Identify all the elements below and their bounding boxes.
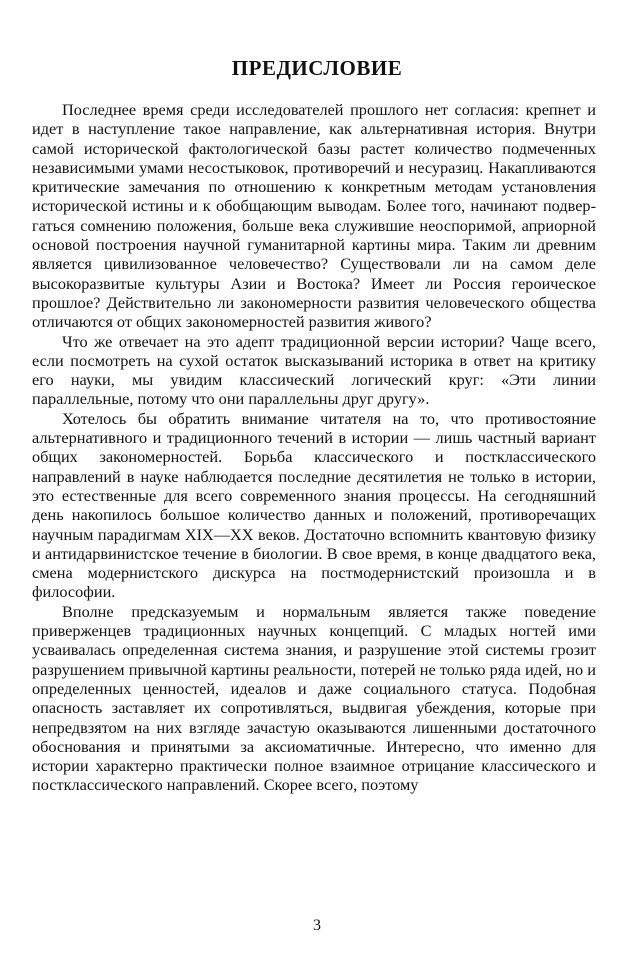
paragraph: Последнее время среди исследователей прошлого нет согласия: крепнет и идет в наступление такое направление, как альтернативная история. Внутри самой исторической фактологической базы растет количество подмеченных независимыми умами несостыковок, противоречий и несуразиц. Накапливаются критические замечания по отношению к конкретным методам установления исторической истины и к обобщающим выводам. Более того, начинают подвергаться сомнению положения, больше века служившие неоспоримой, априорной основой построения научной гуманитарной картины мира. Таким ли древним является цивилизованное человечество? Существовали ли на самом деле высокоразвитые культуры Азии и Востока? Имеет ли Россия героическое прошлое? Действительно ли закономерности развития человеческого общества отличаются от общих закономерностей развития живого?: [32, 100, 596, 332]
paragraph: Что же отвечает на это адепт традиционной версии истории? Чаще всего, если посмотреть на сухой остаток высказываний историка в ответ на критику его науки, мы увидим классический логический круг: «Эти линии параллельные, потому что они параллельны друг другу».: [32, 331, 596, 409]
paragraph: Вполне предсказуемым и нормальным является также поведение приверженцев традиционных научных концепций. С младых ногтей ими усваивалась определенная система знания, и разрушение этой системы грозит разрушением привычной картины реальности, потерей не только ряда идей, но и определенных ценностей, идеалов и даже социального статуса. Подобная опасность заставляет их сопротивляться, выдвигая убеждения, которые при непредвзятом на них взгляде зачастую оказываются лишенными достаточного обоснования и принятыми за аксиоматичные. Интересно, что именно для истории характерно практически полное взаимное отрицание классического и постклассического направлений. Скорее всего, поэтому: [32, 601, 596, 795]
page-number: 3: [313, 917, 321, 934]
page-title: ПРЕДИСЛОВИЕ: [231, 56, 403, 81]
body-text: [32, 100, 596, 795]
paragraph: Хотелось бы обратить внимание читателя на то, что противостояние альтернативного и традиционного течений в истории — лишь частный вариант общих закономерностей. Борьба классического и постклассического направлений в науке наблюдается последние десятилетия не только в истории, это естественные для всего современного знания процессы. На сегодняшний день накопилось большое количество данных и положений, противоречащих научным парадигмам XIX—XX веков. Достаточно вспомнить квантовую физику и антидарвинистское течение в биологии. В свое время, в конце двадцатого века, смена модернистского дискурса на постмодернистский произошла и в философии.: [32, 408, 596, 602]
